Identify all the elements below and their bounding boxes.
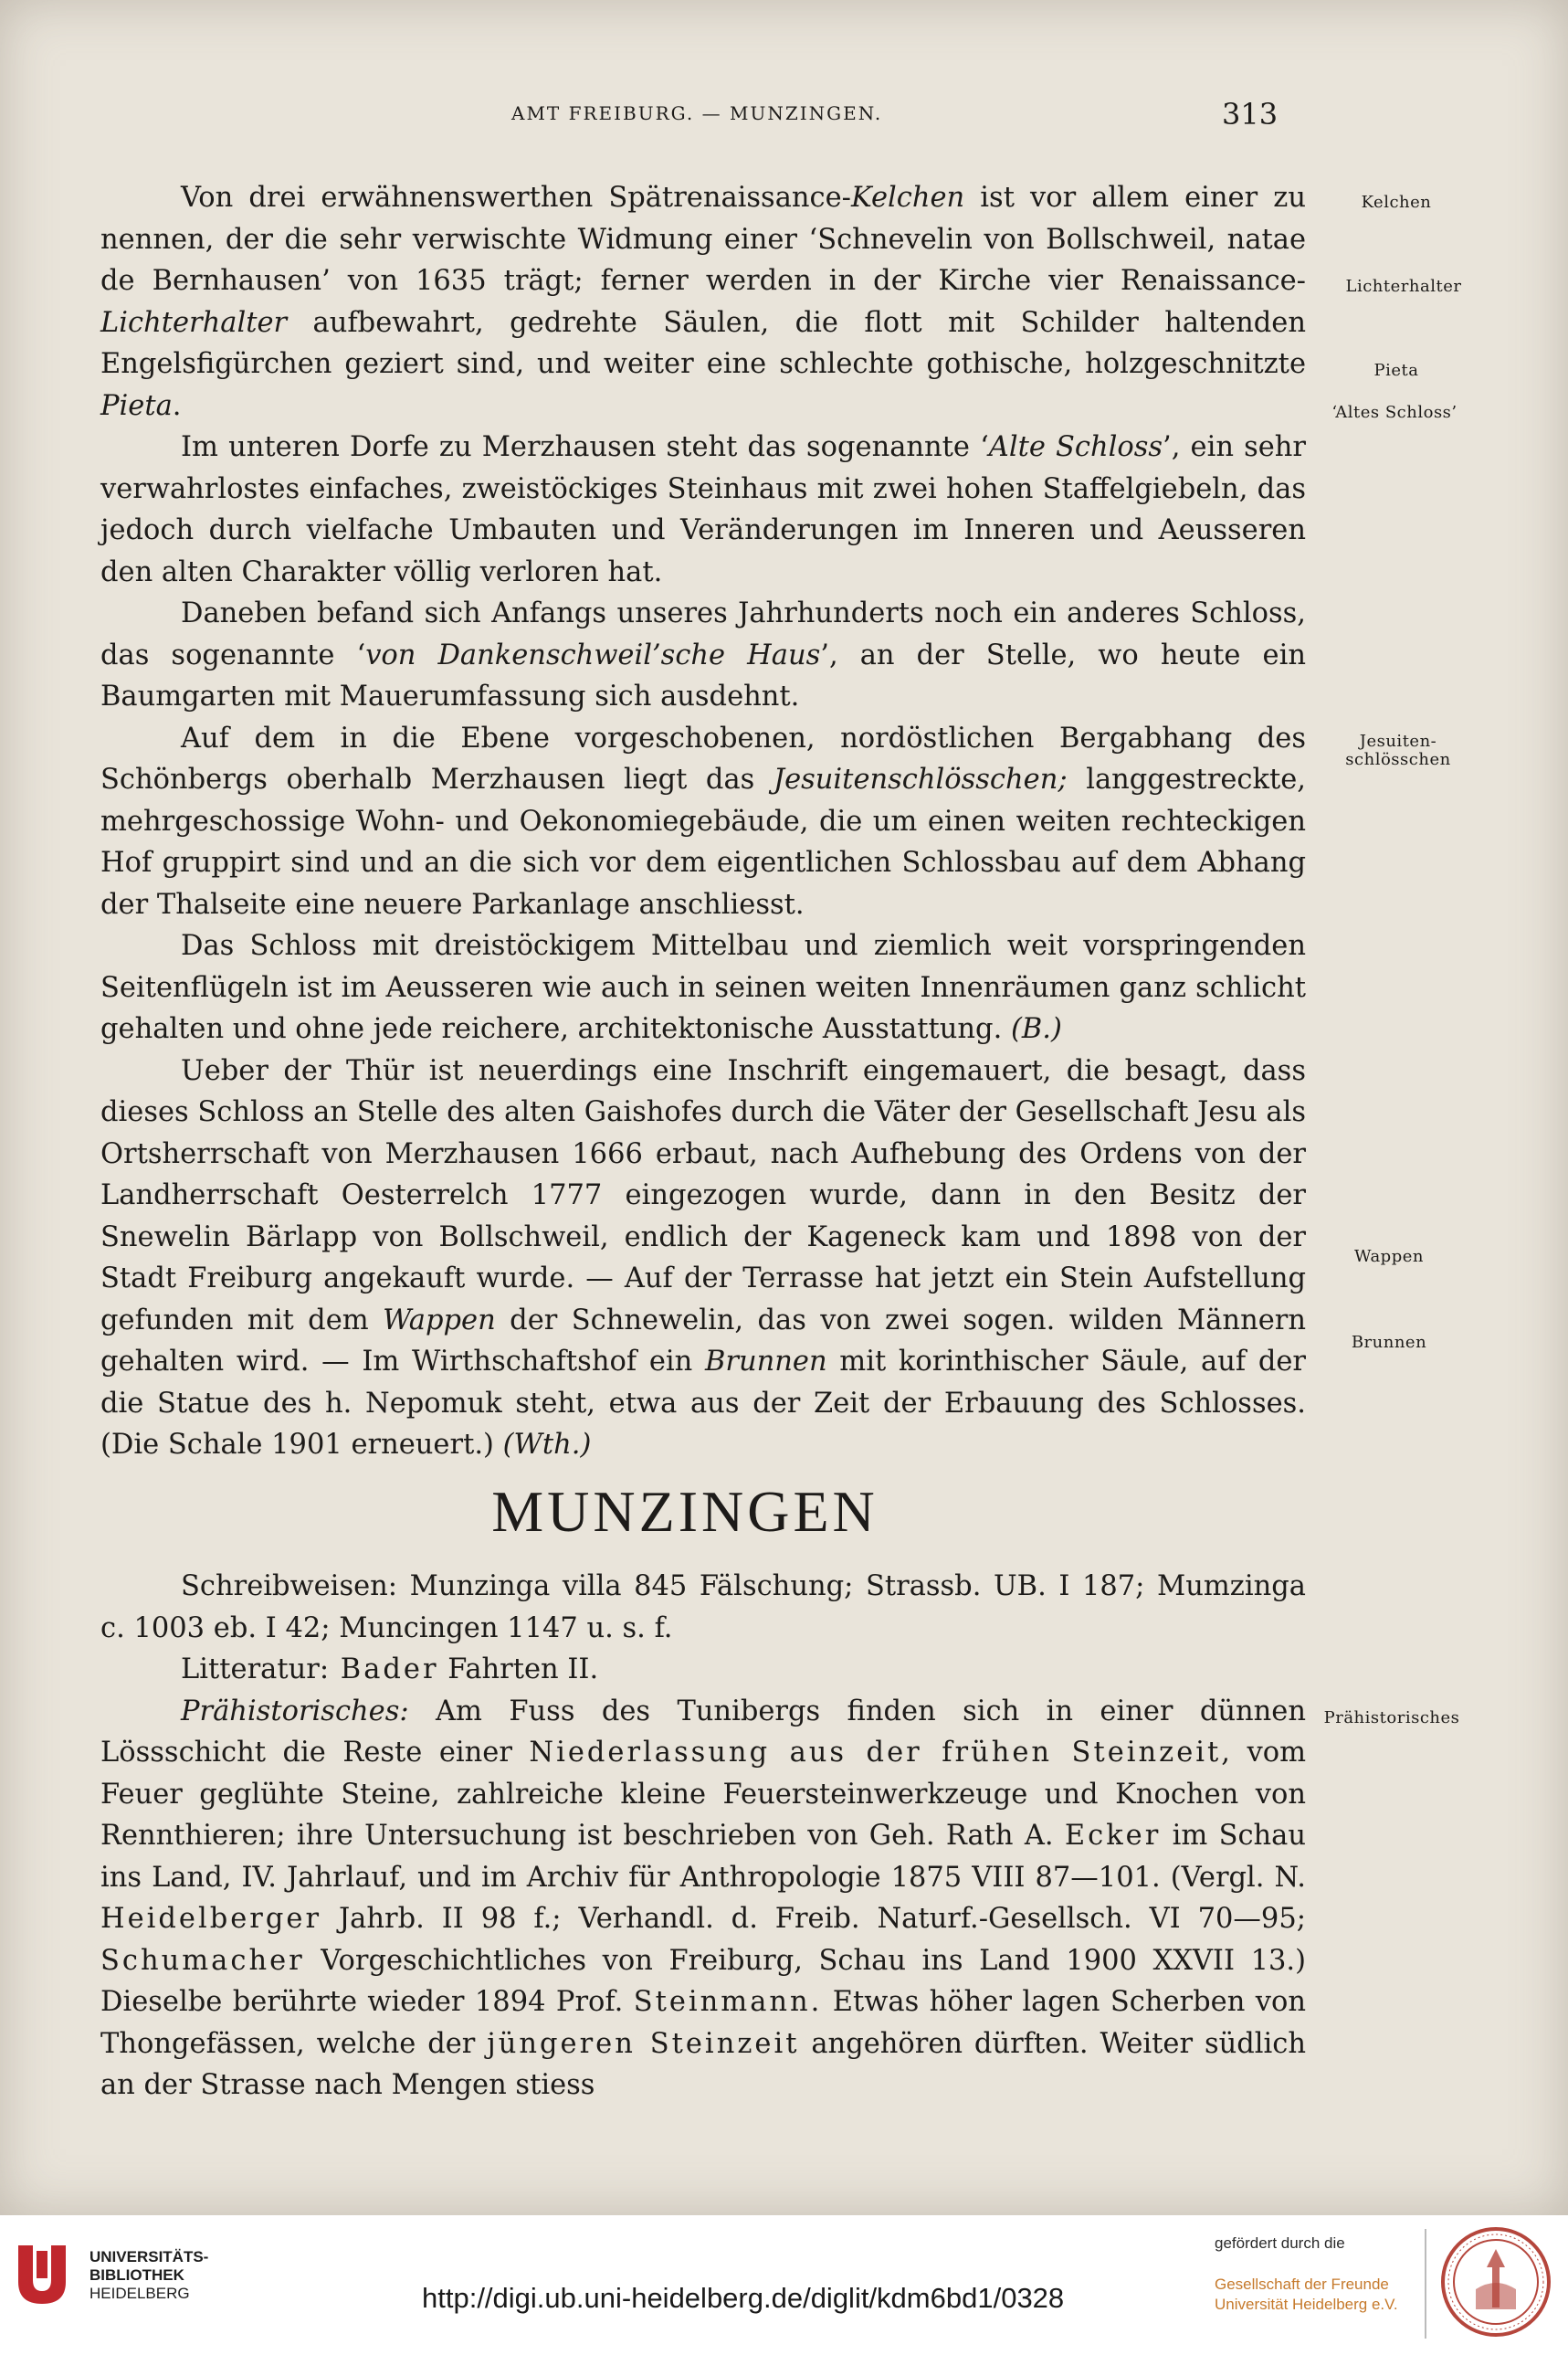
paragraph-kelchen: Von drei erwähnenswerthen Spätrenaissance-Kelchen ist vor allem einer zu nennen, der die sehr verwischte Widmung einer ‘Schnevelin von Bollschweil, natae de Bernhausen’ von 1635 trägt; ferner werden in der Kirche vier Renaissance-Lichterhalter aufbewahrt, gedrehte Säulen, die flott mit Schilder haltenden Engelsfigürchen geziert sind, und weiter eine schlechte gothische, holzgeschnitzte Pieta. <box>100 182 1306 422</box>
permalink-url[interactable]: http://digi.ub.uni-heidelberg.de/diglit/kdm6bd1/0328 <box>422 2282 1065 2314</box>
keyword-dankenschweil-haus: von Dankenschweil’sche Haus <box>365 639 821 671</box>
body-text-munzingen <box>100 1566 1306 2107</box>
keyword-lichterhalter: Lichterhalter <box>100 306 288 339</box>
margin-note-pieta: Pieta <box>1373 361 1419 380</box>
keyword-jesuitenschloesschen: Jesuitenschlösschen; <box>773 764 1068 796</box>
margin-note-lichterhalter: Lichterhalter <box>1345 277 1462 296</box>
library-name: UNIVERSITÄTS- BIBLIOTHEK HEIDELBERG <box>89 2248 209 2302</box>
margin-note-kelchen: Kelchen <box>1361 193 1432 212</box>
sponsor-name: Gesellschaft der Freunde Universität Heidelberg e.V. <box>1215 2276 1398 2313</box>
section-title: MUNZINGEN <box>491 1479 879 1544</box>
margin-note-brunnen: Brunnen <box>1351 1333 1427 1352</box>
margin-note-wappen: Wappen <box>1354 1247 1424 1266</box>
page-number: 313 <box>1222 97 1279 132</box>
keyword-alte-schloss: Alte Schloss <box>988 431 1163 463</box>
paragraph-jesuitenschloesschen: Auf dem in die Ebene vorgeschobenen, nordöstlichen Bergabhang des Schönbergs oberhalb Merzhausen liegt das Jesuitenschlösschen; langgestreckte, mehrgeschossige Wohn- und Oekonomiegebäude, die um einen weiten rechteckigen Hof gruppirt sind und an die sich vor dem eigentlichen Schlossbau auf dem Abhang der Thalseite eine neuere Parkanlage anschliesst. <box>100 722 1306 921</box>
keyword-kelchen: Kelchen <box>850 182 965 214</box>
running-head: AMT FREIBURG. — MUNZINGEN. <box>511 102 883 124</box>
keyword-praehistorisches: Prähistorisches: <box>181 1695 409 1727</box>
body-text <box>100 177 1306 1466</box>
paragraph-praehistorisches: Prähistorisches: Am Fuss des Tunibergs finden sich in einer dünnen Lössschicht die Reste einer Niederlassung aus der frühen Steinzeit, vom Feuer geglühte Steine, zahlreiche kleine Feuersteinwerkzeuge und Knochen von Rennthieren; ihre Untersuchung ist beschrieben von Geh. Rath A. Ecker im Schau ins Land, IV. Jahrlauf, und im Archiv für Anthropologie 1875 VIII 87—101. (Vergl. N. Heidelberger Jahrb. II 98 f.; Verhandl. d. Freib. Naturf.-Gesellsch. VI 70—95; Schumacher Vorgeschichtliches von Freiburg, Schau ins Land 1900 XXVII 13.) Dieselbe berührte wieder 1894 Prof. Steinmann. Etwas höher lagen Scherben von Thongefässen, welche der jüngeren Steinzeit angehören dürften. Weiter südlich an der Strasse nach Mengen stiess <box>100 1695 1307 2101</box>
margin-note-jesuitenschloesschen <box>1321 733 1476 769</box>
author-mark-b: (B.) <box>1010 1013 1062 1045</box>
paragraph-inschrift: Ueber der Thür ist neuerdings eine Inschrift eingemauert, die besagt, dass dieses Schloss an Stelle des alten Gaishofes durch die Väter der Gesellschaft Jesu als Ortsherrschaft von Merzhausen 1666 erbaut, nach Aufhebung des Ordens von der Landherrschaft Oesterrelch 1777 eingezogen wurde, dann in den Besitz der Snewelin Bärlapp von Bollschweil, endlich der Kageneck kam und 1898 von der Stadt Freiburg angekauft wurde. — Auf der Terrasse hat jetzt ein Stein Aufstellung gefunden mit dem Wappen der Schnewelin, das von zwei sogen. wilden Männern gehalten wird. — Im Wirthschaftshof ein Brunnen mit korinthischer Säule, auf der die Statue des h. Nepomuk steht, etwa aus der Zeit der Erbauung des Schlosses. (Die Schale 1901 erneuert.) (Wth.) <box>100 1054 1306 1461</box>
footer-divider <box>1425 2229 1426 2339</box>
margin-note-jesuiten-line2: schlösschen <box>1345 750 1451 769</box>
margin-note-altes-schloss: ‘Altes Schloss’ <box>1331 403 1458 422</box>
keyword-brunnen: Brunnen <box>704 1346 827 1378</box>
keyword-wappen: Wappen <box>383 1304 496 1336</box>
paragraph-altes-schloss: Im unteren Dorfe zu Merzhausen steht das sogenannte ‘Alte Schloss’, ein sehr verwahrlostes einfaches, zweistöckiges Steinhaus mit zwei hohen Staffelgiebeln, das jedoch durch vielfache Umbauten und Veränderungen im Inneren und Aeusseren den alten Charakter völlig verloren hat. <box>100 431 1307 588</box>
sponsor-label: gefördert durch die <box>1215 2234 1345 2252</box>
paragraph-schloss-mittelbau: Das Schloss mit dreistöckigem Mittelbau und ziemlich weit vorspringenden Seitenflügeln ist im Aeusseren wie auch in seinen weiten Innenräumen ganz schlicht gehalten und ohne jede reichere, architektonische Ausstattung. (B.) <box>100 930 1306 1045</box>
margin-note-jesuiten-line1: Jesuiten- <box>1359 732 1437 751</box>
paragraph-dankenschweil: Daneben befand sich Anfangs unseres Jahrhunderts noch ein anderes Schloss, das sogenannte ‘von Dankenschweil’sche Haus’, an der Stelle, wo heute ein Baumgarten mit Mauerumfassung sich ausdehnt. <box>100 597 1306 713</box>
author-mark-wth: (Wth.) <box>502 1429 592 1461</box>
margin-note-praehistorisches: Prähistorisches <box>1323 1708 1460 1727</box>
paragraph-schreibweisen: Schreibweisen: Munzinga villa 845 Fälschung; Strassb. UB. I 187; Mumzinga c. 1003 eb. I 42; Muncingen 1147 u. s. f. <box>100 1570 1306 1644</box>
university-library-logo-icon <box>13 2240 71 2307</box>
university-seal-icon <box>1439 2225 1552 2339</box>
paragraph-litteratur: Litteratur: Bader Fahrten II. <box>181 1653 599 1685</box>
keyword-pieta: Pieta <box>100 389 173 422</box>
